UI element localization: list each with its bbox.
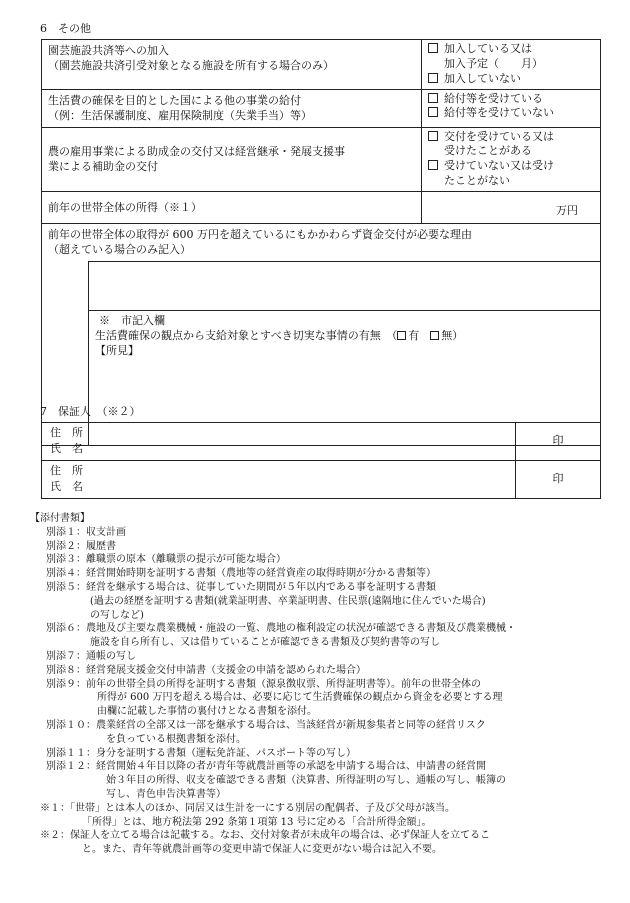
option-label: たことがない [444,174,510,188]
attachment-line: 別添１２：経営開始４年目以降の者が青年等就農計画等の承認を申請する場合は、申請書の経営開 [46,761,486,773]
option-label: 受けていない又は受け [444,159,554,173]
attachment-line: 由欄に記載した事情の裏付けとなる書類を添付。 [97,706,317,718]
other-benefits-options [422,89,601,127]
attachment-line: と。また、青年等就農計画等の変更申請で保証人に変更がない場合は記入不要。 [82,844,442,856]
attachments-list [30,526,610,857]
row-employment-subsidy [42,127,601,191]
attachment-line: 「所得」とは、地方税法第 292 条第１項第 13 号に定める「合計所得金額」。 [82,816,432,828]
attachment-line: 別添５：経営を継承する場合は、従事していた期間が５年以内である事を証明する書類 [46,581,436,593]
other-benefits-label [42,89,422,127]
attachment-line: 別添７：通帳の写し [46,650,136,662]
attachment-line: 始３年目の所得、収支を確認できる書類（決算書、所得証明の写し、通帳の写し、帳簿の [106,775,506,787]
option-label: 交付を受けている又は [444,129,554,143]
question-text: 生活費確保の観点から支給対象とすべき切実な事情の有無 （ [95,329,398,343]
seal-label: 印 [552,472,564,486]
attachment-line: 写し、青色申告決算書等） [106,788,226,800]
greenhouse-insurance-options [422,40,601,90]
address-label: 住 所 [50,426,83,439]
label-line: （例：生活保護制度、雇用保険制度（失業手当）等） [48,108,312,122]
guarantor-address-name-field[interactable] [42,461,516,499]
address-label: 住 所 [50,464,83,477]
household-income-label: 前年の世帯全体の所得（※１） [42,191,422,223]
attachment-line: (過去の経歴を証明する書類(就業証明書、卒業証明書、住民票(遠隔地に住んでいた場合) [90,595,486,607]
attachment-line: 別添１１：身分を証明する書類（運転免許証、パスポート等の写し） [46,747,356,759]
checkbox[interactable] [428,107,438,117]
attachment-line: 別添１０：農業経営の全部又は一部を継承する場合は、当該経営が新規参集者と同等の経営リスク [46,719,486,731]
attachment-line: ※２：保証人を立てる場合は記載する。なお、交付対象者が未成年の場合は、必ず保証人を立てるこ [40,830,490,842]
name-label: 氏 名 [50,479,83,493]
attachment-line: の写しなど) [90,609,144,621]
label-line: （園芸施設共済引受対象となる施設を所有する場合のみ） [48,59,334,73]
attachment-line: 別添９：前年の世帯全員の所得を証明する書類（源泉徴収票、所得証明書等）。前年の世帯全体の [46,678,481,690]
guarantor-row-2 [42,461,601,499]
option-label: 受けたことがある [444,144,532,158]
attachment-line: を負っている根拠書類を添付。 [106,733,246,745]
label-line: 前年の世帯全体の取得が 600 万円を超えているにもかかわらず資金交付が必要な理由 [48,227,472,241]
greenhouse-insurance-label [42,40,422,90]
option-label: 加入予定（ 月） [444,56,543,70]
employment-subsidy-options [422,127,601,191]
attachment-line: 所得が 600 万円を超える場合は、必要に応じて生活費確保の観点から資金を必要とする理 [97,692,503,704]
seal-label: 印 [552,434,564,448]
option-label: 加入していない [444,71,521,85]
name-label: 氏 名 [50,441,83,455]
attachment-line: 別添６：農地及び主要な農業機械・施設の一覧、農地の権利設定の状況が確認できる書類及び農業機械・ [46,623,516,635]
attachment-line: 施設を自ら所有し、又は借りていることが確認できる書類及び契約書等の写し [90,637,440,649]
guarantor-row-1 [42,423,601,461]
reason-label [42,224,600,261]
option-label: 給付等を受けている [444,91,543,105]
guarantor-address-name-field[interactable] [42,423,516,461]
option-no-label: 無） [441,329,464,343]
employment-subsidy-label [42,127,422,191]
label-line: 業による補助金の交付 [48,160,158,174]
city-entry-question [95,328,594,343]
income-unit: 万円 [556,203,578,217]
label-line: 園芸施設共済等への加入 [48,44,169,57]
option-label: 給付等を受けていない [444,106,554,120]
attachment-line: 別添２：履歴書 [46,540,116,552]
attachment-line: 別添４：経営開始時期を証明する書類（農地等の経営資産の取得時期が分かる書類等） [46,568,436,580]
checkbox[interactable] [428,93,438,103]
checkbox-no[interactable] [430,331,439,340]
attachments-header: 【添付書類】 [30,513,90,524]
attachments-section [30,512,610,857]
label-line: （超えている場合のみ記入） [48,243,191,257]
attachment-line: ※１：「世帯」とは本人のほか、同居又は生計を一にする別居の配偶者、子及び父母が該当。 [40,802,455,814]
section-6-title: 6 その他 [40,22,91,35]
checkbox[interactable] [428,131,438,141]
section-7-title: 7 保証人 （※２） [40,405,141,418]
seal-field[interactable] [516,461,601,499]
checkbox-yes[interactable] [397,331,406,340]
city-entry-title: ※ 市記入欄 [99,313,165,327]
checkbox[interactable] [428,43,438,53]
attachment-line: 別添８：経営発展支援金交付申請書（支援金の申請を認められた場合） [46,664,366,676]
reason-input-field[interactable] [88,261,600,311]
household-income-field[interactable] [422,191,601,223]
attachment-line: 別添１：収支計画 [46,526,126,538]
section-6-table [41,39,601,446]
guarantor-table [41,422,601,499]
attachment-line: 別添３：離職票の原本（離職票の提示が可能な場合） [46,554,286,566]
findings-label: 【所見】 [95,344,139,358]
row-greenhouse-insurance [42,40,601,90]
label-line: 生活費の確保を目的とした国による他の事業の給付 [48,93,301,107]
checkbox[interactable] [428,160,438,170]
checkbox[interactable] [428,73,438,83]
seal-field[interactable] [516,423,601,461]
row-other-benefits [42,89,601,127]
option-label: 加入している又は [444,42,532,55]
label-line: 農の雇用事業による助成金の交付又は経営継承・発展支援事 [48,144,345,158]
option-yes-label: 有 [408,329,420,343]
row-household-income [42,191,601,223]
